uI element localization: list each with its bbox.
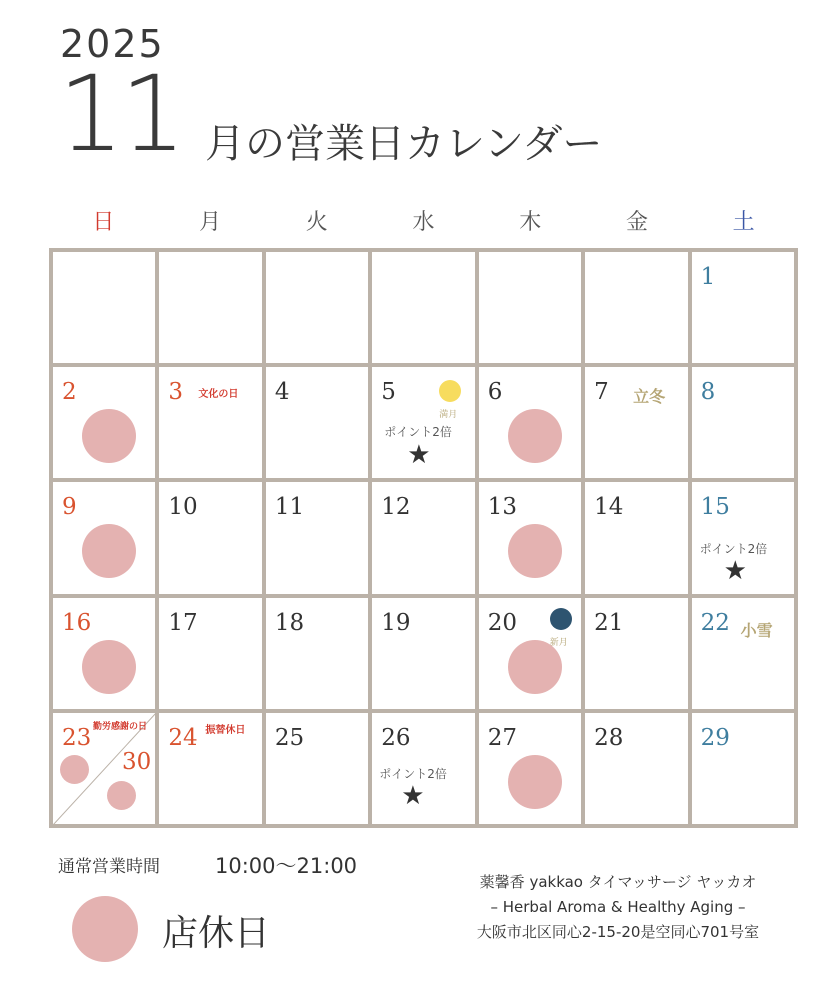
day-cell — [372, 713, 474, 824]
day-cell — [159, 482, 261, 593]
day-number: 20 — [487, 609, 517, 636]
day-cell — [53, 598, 155, 709]
closed-day-marker — [82, 640, 136, 694]
point-label: ポイント2倍 — [699, 542, 768, 557]
day-number: 24 — [168, 724, 198, 751]
day-cell — [266, 713, 368, 824]
shop-info — [448, 870, 788, 945]
star-icon: ★ — [723, 556, 747, 587]
season-label: 立冬 — [633, 387, 666, 407]
day-cell — [266, 598, 368, 709]
day-cell — [372, 367, 474, 478]
season-label: 小雪 — [740, 620, 773, 640]
day-number: 4 — [274, 379, 290, 406]
day-cell — [53, 367, 155, 478]
point-label: ポイント2倍 — [384, 425, 452, 440]
day-cell — [159, 598, 261, 709]
weekday-wed: 水 — [412, 210, 435, 235]
year: 2025 — [60, 22, 165, 66]
day-number: 6 — [487, 379, 503, 406]
weekday-fri: 金 — [625, 210, 648, 235]
day-number: 16 — [62, 609, 92, 636]
day-cell — [585, 367, 687, 478]
day-cell — [479, 367, 581, 478]
day-cell-empty — [266, 252, 368, 363]
day-cell — [479, 598, 581, 709]
day-number: 15 — [700, 494, 730, 521]
day-cell-empty — [53, 252, 155, 363]
day-cell — [479, 713, 581, 824]
day-number: 23 — [62, 724, 92, 751]
day-cell — [372, 482, 474, 593]
day-number: 9 — [62, 494, 77, 521]
holiday-name: 振替休日 — [205, 724, 246, 736]
day-number: 22 — [700, 609, 730, 636]
day-number: 10 — [168, 494, 198, 521]
shop-address: 大阪市北区同心2-15-20是空同心701号室 — [476, 923, 760, 941]
day-cell — [159, 367, 261, 478]
closed-day-marker — [82, 524, 136, 578]
star-icon: ★ — [401, 780, 425, 811]
holiday-name: 勤労感謝の日 — [93, 721, 148, 732]
month-number: 11 — [58, 53, 183, 175]
day-number: 1 — [700, 264, 716, 290]
day-number: 18 — [274, 609, 305, 636]
day-cell — [692, 367, 794, 478]
day-cell — [372, 598, 474, 709]
point-label: ポイント2倍 — [379, 766, 447, 781]
day-cell-split — [53, 713, 155, 824]
day-cell — [479, 482, 581, 593]
calendar-title: 月の営業日カレンダー — [205, 121, 603, 167]
day-cell — [692, 713, 794, 824]
day-cell-empty — [372, 252, 474, 363]
day-number: 12 — [381, 494, 411, 521]
day-number: 17 — [168, 609, 198, 636]
day-number: 29 — [700, 724, 730, 751]
day-number: 8 — [700, 379, 716, 406]
holiday-name: 文化の日 — [198, 389, 239, 401]
weekday-tue: 火 — [305, 210, 328, 235]
closed-day-marker — [508, 755, 562, 809]
day-number: 13 — [487, 494, 517, 521]
day-number: 7 — [594, 379, 609, 406]
day-number-30: 30 — [122, 748, 152, 775]
weekday-thu: 木 — [519, 210, 542, 235]
weekday-sun: 日 — [92, 210, 115, 235]
closed-day-marker — [82, 409, 136, 463]
day-cell — [692, 252, 794, 363]
day-cell — [585, 713, 687, 824]
day-cell-empty — [585, 252, 687, 363]
day-cell — [266, 367, 368, 478]
day-number: 2 — [62, 379, 77, 406]
day-cell — [585, 598, 687, 709]
day-number: 28 — [594, 724, 624, 751]
closed-day-legend-label: 店休日 — [162, 913, 271, 954]
day-cell-empty — [159, 252, 261, 363]
day-cell — [692, 482, 794, 593]
day-cell — [585, 482, 687, 593]
full-moon-label: 満月 — [439, 410, 458, 421]
day-number: 5 — [381, 379, 396, 406]
closed-day-marker — [508, 640, 562, 694]
closed-day-legend-marker — [72, 896, 138, 962]
closed-day-marker — [60, 755, 89, 784]
shop-tagline: – Herbal Aroma & Healthy Aging – — [490, 898, 746, 916]
closed-day-marker — [508, 409, 562, 463]
day-cell — [159, 713, 261, 824]
weekday-sat: 土 — [732, 210, 755, 235]
day-number: 27 — [487, 724, 517, 751]
day-cell — [266, 482, 368, 593]
day-number: 14 — [594, 494, 624, 521]
day-number: 25 — [274, 724, 305, 751]
calendar-grid — [49, 248, 798, 828]
closed-day-marker — [107, 781, 136, 810]
new-moon-label: 新月 — [549, 637, 568, 648]
weekday-mon: 月 — [199, 210, 222, 235]
hours-time: 10:00～21:00 — [215, 854, 358, 878]
day-number: 3 — [168, 379, 184, 406]
star-icon: ★ — [407, 440, 431, 471]
day-cell — [53, 482, 155, 593]
shop-name: 薬馨香 yakkao タイマッサージ ヤッカオ — [479, 873, 757, 891]
day-number: 21 — [594, 609, 624, 636]
day-number: 26 — [381, 724, 411, 751]
day-cell-empty — [479, 252, 581, 363]
day-cell — [692, 598, 794, 709]
new-moon-icon — [550, 608, 572, 630]
closed-day-marker — [508, 524, 562, 578]
day-number: 19 — [381, 609, 411, 636]
hours-label: 通常営業時間 — [58, 857, 160, 877]
day-number: 11 — [274, 494, 305, 521]
full-moon-icon — [439, 380, 461, 402]
weekday-header — [50, 205, 797, 239]
